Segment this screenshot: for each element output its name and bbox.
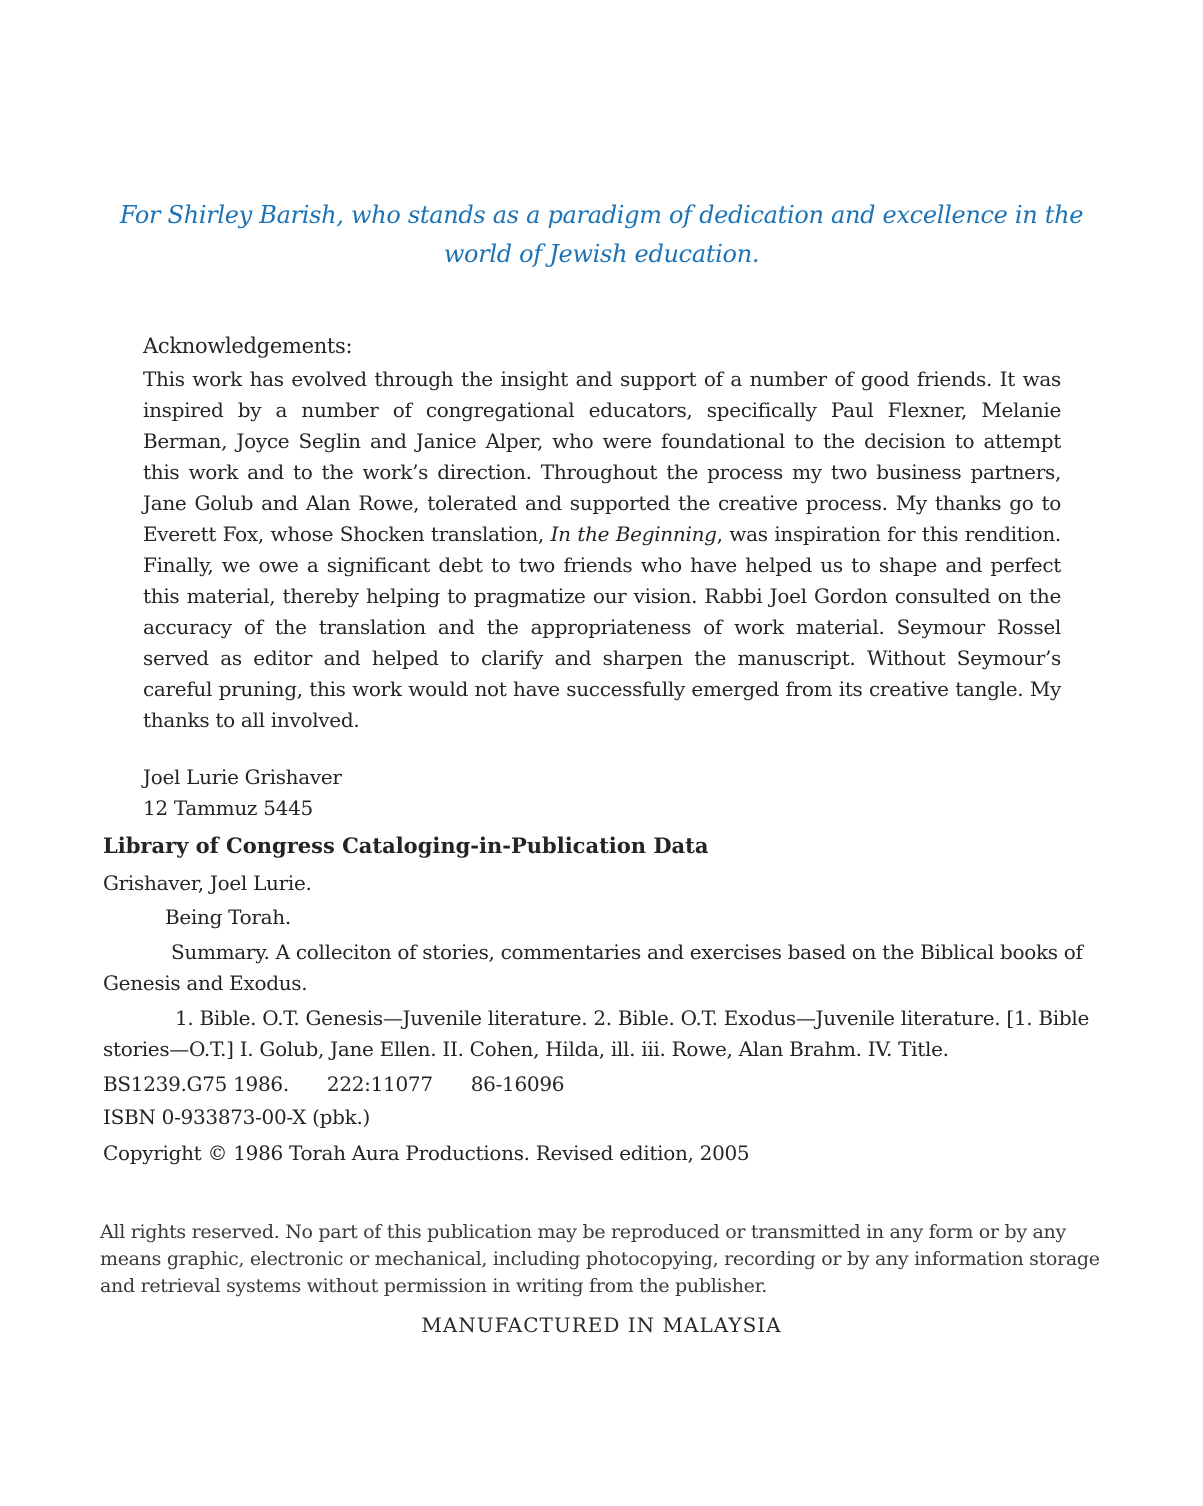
dedication [0, 196, 1203, 274]
acknowledgements-section [143, 334, 1061, 824]
cataloging-numbers [103, 1069, 1105, 1100]
rights-paragraph: All rights reserved. No part of this publication may be reproduced or transmitted in any form or by any means graphic, electronic or mechanical, including photocopying, recording or by any information storage and retrieval systems without permission in writing from the publisher. [100, 1221, 1100, 1297]
cataloging-summary: Summary. A colleciton of stories, commentaries and exercises based on the Biblical books of Genesis and Exodus. [103, 940, 1083, 995]
lc-card-number: 86-16096 [470, 1072, 565, 1096]
dedication-line-2: world of Jewish education. [443, 240, 760, 268]
acknowledgements-text-after: , was inspiration for this rendition. Finally, we owe a significant debt to two friends who have helped us to shape and perfect this material, thereby helping to pragmatize our vision. Rabbi Joel Gordon consulted on the accuracy of the translation and the appropriateness of work material. Seymour Rossel served as editor and helped to clarify and sharpen the manuscript. Without Seymour’s careful pruning, this work would not have successfully emerged from its creative tangle. My thanks to all involved. [143, 522, 1061, 732]
call-number: BS1239.G75 1986. [103, 1072, 289, 1096]
manufactured-line: MANUFACTURED IN MALAYSIA [421, 1313, 782, 1337]
cataloging-title: Being Torah. [165, 905, 291, 929]
signature-block [143, 762, 1061, 824]
acknowledgements-paragraph [143, 364, 1061, 736]
dedication-line-1: For Shirley Barish, who stands as a paradigm of dedication and excellence in the [119, 201, 1084, 229]
dewey-number: 222:11077 [326, 1072, 433, 1096]
acknowledgements-heading: Acknowledgements: [143, 334, 353, 358]
cataloging-author: Grishaver, Joel Lurie. [103, 871, 312, 895]
signature-date: 12 Tammuz 5445 [143, 796, 313, 820]
cataloging-section [103, 833, 1105, 1133]
acknowledgements-text-before: This work has evolved through the insight and support of a number of good friends. It was inspired by a number of congregational educators, specifically Paul Flexner, Melanie Berman, Joyce Seglin and Janice Alper, who were foundational to the decision to attempt this work and to the work’s direction. Throughout the process my two business partners, Jane Golub and Alan Rowe, tolerated and supported the creative process. My thanks go to Everett Fox, whose Shocken translation, [143, 367, 1061, 546]
cataloging-subjects: 1. Bible. O.T. Genesis—Juvenile literature. 2. Bible. O.T. Exodus—Juvenile literature. [1. Bible stories—O.T.] I. Golub, Jane Ellen. II. Cohen, Hilda, ill. iii. Rowe, Alan Brahm. IV. Title. [103, 1006, 1090, 1061]
cataloging-heading: Library of Congress Cataloging-in-Publication Data [103, 833, 709, 858]
signature-name: Joel Lurie Grishaver [143, 765, 342, 789]
acknowledgements-book-title: In the Beginning [550, 522, 717, 546]
isbn-line: ISBN 0-933873-00-X (pbk.) [103, 1105, 371, 1129]
copyright-line: Copyright © 1986 Torah Aura Productions. Revised edition, 2005 [103, 1141, 750, 1165]
